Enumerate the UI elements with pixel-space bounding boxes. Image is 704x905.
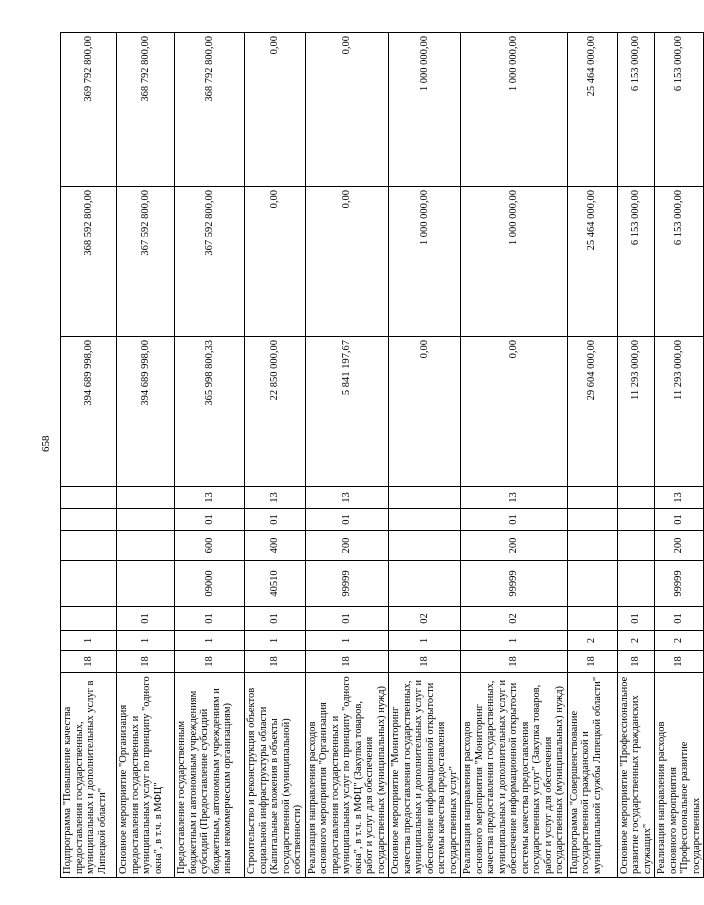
- amount-cell-v3: 0,00: [245, 33, 306, 187]
- amount-cell-v3: 25 464 000,00: [567, 33, 617, 187]
- row-name-cell: Предоставление государственным бюджетным и автономным учреждениям субсидий (Предоставление субсидий бюджетным, автономным учреждениям и иным некоммерческим организациям): [175, 673, 245, 878]
- code-cell-c3: 02: [389, 607, 461, 631]
- code-cell-c5: 200: [461, 531, 568, 561]
- amount-cell-v1: 11 293 000,00: [617, 337, 655, 487]
- amount-cell-v3: 6 153 000,00: [617, 33, 655, 187]
- table-row: [245, 33, 306, 878]
- table-row: [117, 33, 175, 878]
- amount-cell-v2: 6 153 000,00: [655, 187, 704, 337]
- row-name-cell: Подпрограмма "Совершенствование государственной гражданской и муниципальной службы Липецкой области": [567, 673, 617, 878]
- code-cell-c3: 01: [655, 607, 704, 631]
- amount-cell-v2: 0,00: [245, 187, 306, 337]
- amount-cell-v1: 394 689 998,00: [61, 337, 117, 487]
- code-cell-c5: [389, 531, 461, 561]
- code-cell-c3: 01: [617, 607, 655, 631]
- code-cell-c2: 1: [389, 631, 461, 651]
- code-cell-c1: 18: [305, 651, 389, 673]
- row-name-cell: Основное мероприятие "Организация предоставления государственных и муниципальных услуг по принципу "одного окна", в т.ч. в МФЦ": [117, 673, 175, 878]
- code-cell-c2: 1: [461, 631, 568, 651]
- code-cell-c2: 1: [305, 631, 389, 651]
- code-cell-c2: 1: [175, 631, 245, 651]
- code-cell-c4: 40510: [245, 561, 306, 607]
- code-cell-c7: [567, 487, 617, 509]
- amount-cell-v1: 11 293 000,00: [655, 337, 704, 487]
- code-cell-c6: 01: [305, 509, 389, 531]
- row-name-cell: Подпрограмма "Повышение качества предоставления государственных, муниципальных и дополнительных услуг в Липецкой области": [61, 673, 117, 878]
- budget-table: [60, 32, 704, 878]
- code-cell-c1: 18: [61, 651, 117, 673]
- code-cell-c7: 13: [245, 487, 306, 509]
- row-name-cell: Основное мероприятие "Мониторинг качества предоставления государственных, муниципальных и дополнительных услуг и обеспечение информационной открытости системы качества предоставления государственных услуг": [389, 673, 461, 878]
- amount-cell-v1: 0,00: [461, 337, 568, 487]
- code-cell-c5: 200: [305, 531, 389, 561]
- amount-cell-v2: 6 153 000,00: [617, 187, 655, 337]
- code-cell-c5: [567, 531, 617, 561]
- code-cell-c7: 13: [655, 487, 704, 509]
- code-cell-c6: [567, 509, 617, 531]
- code-cell-c2: 2: [617, 631, 655, 651]
- code-cell-c1: 18: [389, 651, 461, 673]
- code-cell-c3: 02: [461, 607, 568, 631]
- code-cell-c7: [389, 487, 461, 509]
- code-cell-c4: 99999: [305, 561, 389, 607]
- amount-cell-v3: 369 792 800,00: [61, 33, 117, 187]
- code-cell-c4: [567, 561, 617, 607]
- table-row: [655, 33, 704, 878]
- code-cell-c7: 13: [305, 487, 389, 509]
- row-name-cell: Строительство и реконструкция объектов социальной инфраструктуры области (Капитальные вложения в объекты государственной (муниципальной) собственности): [245, 673, 306, 878]
- code-cell-c7: [617, 487, 655, 509]
- amount-cell-v3: 0,00: [305, 33, 389, 187]
- code-cell-c1: 18: [245, 651, 306, 673]
- table-row: [617, 33, 655, 878]
- code-cell-c5: 400: [245, 531, 306, 561]
- amount-cell-v1: 365 998 800,33: [175, 337, 245, 487]
- code-cell-c4: 99999: [655, 561, 704, 607]
- code-cell-c1: 18: [175, 651, 245, 673]
- code-cell-c6: 01: [655, 509, 704, 531]
- code-cell-c6: [117, 509, 175, 531]
- amount-cell-v3: 368 792 800,00: [117, 33, 175, 187]
- amount-cell-v2: 25 464 000,00: [567, 187, 617, 337]
- code-cell-c3: [61, 607, 117, 631]
- code-cell-c1: 18: [655, 651, 704, 673]
- code-cell-c4: 09000: [175, 561, 245, 607]
- code-cell-c1: 18: [461, 651, 568, 673]
- code-cell-c5: [61, 531, 117, 561]
- code-cell-c2: 1: [117, 631, 175, 651]
- amount-cell-v3: 6 153 000,00: [655, 33, 704, 187]
- code-cell-c2: 2: [655, 631, 704, 651]
- amount-cell-v1: 394 689 998,00: [117, 337, 175, 487]
- code-cell-c6: [389, 509, 461, 531]
- table-row: [389, 33, 461, 878]
- page-number: 658: [40, 435, 52, 452]
- amount-cell-v3: 368 792 800,00: [175, 33, 245, 187]
- table-row: [61, 33, 117, 878]
- row-name-cell: Реализация направления расходов основного мероприятия "Мониторинг качества предоставления государственных, муниципальных и дополнительных услуг и обеспечение информационной открытости системы качества предоставления государственных услуг" (Закупка товаров, работ и услуг для обеспечения государственных (муниципальных) нужд): [461, 673, 568, 878]
- code-cell-c4: [617, 561, 655, 607]
- code-cell-c7: [61, 487, 117, 509]
- code-cell-c4: [389, 561, 461, 607]
- code-cell-c2: 1: [61, 631, 117, 651]
- table-row: [567, 33, 617, 878]
- table-body: [61, 33, 704, 878]
- code-cell-c3: 01: [245, 607, 306, 631]
- code-cell-c3: 01: [305, 607, 389, 631]
- code-cell-c5: [617, 531, 655, 561]
- amount-cell-v3: 1 000 000,00: [389, 33, 461, 187]
- code-cell-c6: 01: [461, 509, 568, 531]
- code-cell-c7: 13: [461, 487, 568, 509]
- amount-cell-v2: 1 000 000,00: [461, 187, 568, 337]
- amount-cell-v1: 22 850 000,00: [245, 337, 306, 487]
- code-cell-c6: [617, 509, 655, 531]
- code-cell-c3: 01: [175, 607, 245, 631]
- code-cell-c3: 01: [117, 607, 175, 631]
- code-cell-c7: [117, 487, 175, 509]
- code-cell-c6: [61, 509, 117, 531]
- amount-cell-v2: 367 592 800,00: [175, 187, 245, 337]
- amount-cell-v2: 367 592 800,00: [117, 187, 175, 337]
- amount-cell-v1: 5 841 197,67: [305, 337, 389, 487]
- code-cell-c5: 600: [175, 531, 245, 561]
- code-cell-c2: 1: [245, 631, 306, 651]
- amount-cell-v2: 1 000 000,00: [389, 187, 461, 337]
- code-cell-c7: 13: [175, 487, 245, 509]
- amount-cell-v3: 1 000 000,00: [461, 33, 568, 187]
- amount-cell-v1: 0,00: [389, 337, 461, 487]
- code-cell-c1: 18: [567, 651, 617, 673]
- code-cell-c3: [567, 607, 617, 631]
- row-name-cell: Реализация направления расходов основного мероприятия "Профессиональное развитие государственных: [655, 673, 704, 878]
- table-row: [305, 33, 389, 878]
- code-cell-c5: 200: [655, 531, 704, 561]
- code-cell-c6: 01: [245, 509, 306, 531]
- code-cell-c4: 99999: [461, 561, 568, 607]
- rotated-page: [60, 33, 702, 878]
- amount-cell-v2: 368 592 800,00: [61, 187, 117, 337]
- code-cell-c6: 01: [175, 509, 245, 531]
- code-cell-c4: [61, 561, 117, 607]
- code-cell-c1: 18: [117, 651, 175, 673]
- code-cell-c5: [117, 531, 175, 561]
- row-name-cell: Основное мероприятие "Профессиональное развитие государственных гражданских служащих": [617, 673, 655, 878]
- table-row: [175, 33, 245, 878]
- code-cell-c4: [117, 561, 175, 607]
- row-name-cell: Реализация направления расходов основного мероприятия "Организация предоставления государственных и муниципальных услуг по принципу "одного окна", в т.ч. в МФЦ" (Закупка товаров, работ и услуг для обеспечения государственных (муниципальных) нужд): [305, 673, 389, 878]
- amount-cell-v1: 29 604 000,00: [567, 337, 617, 487]
- amount-cell-v2: 0,00: [305, 187, 389, 337]
- code-cell-c2: 2: [567, 631, 617, 651]
- code-cell-c1: 18: [617, 651, 655, 673]
- table-row: [461, 33, 568, 878]
